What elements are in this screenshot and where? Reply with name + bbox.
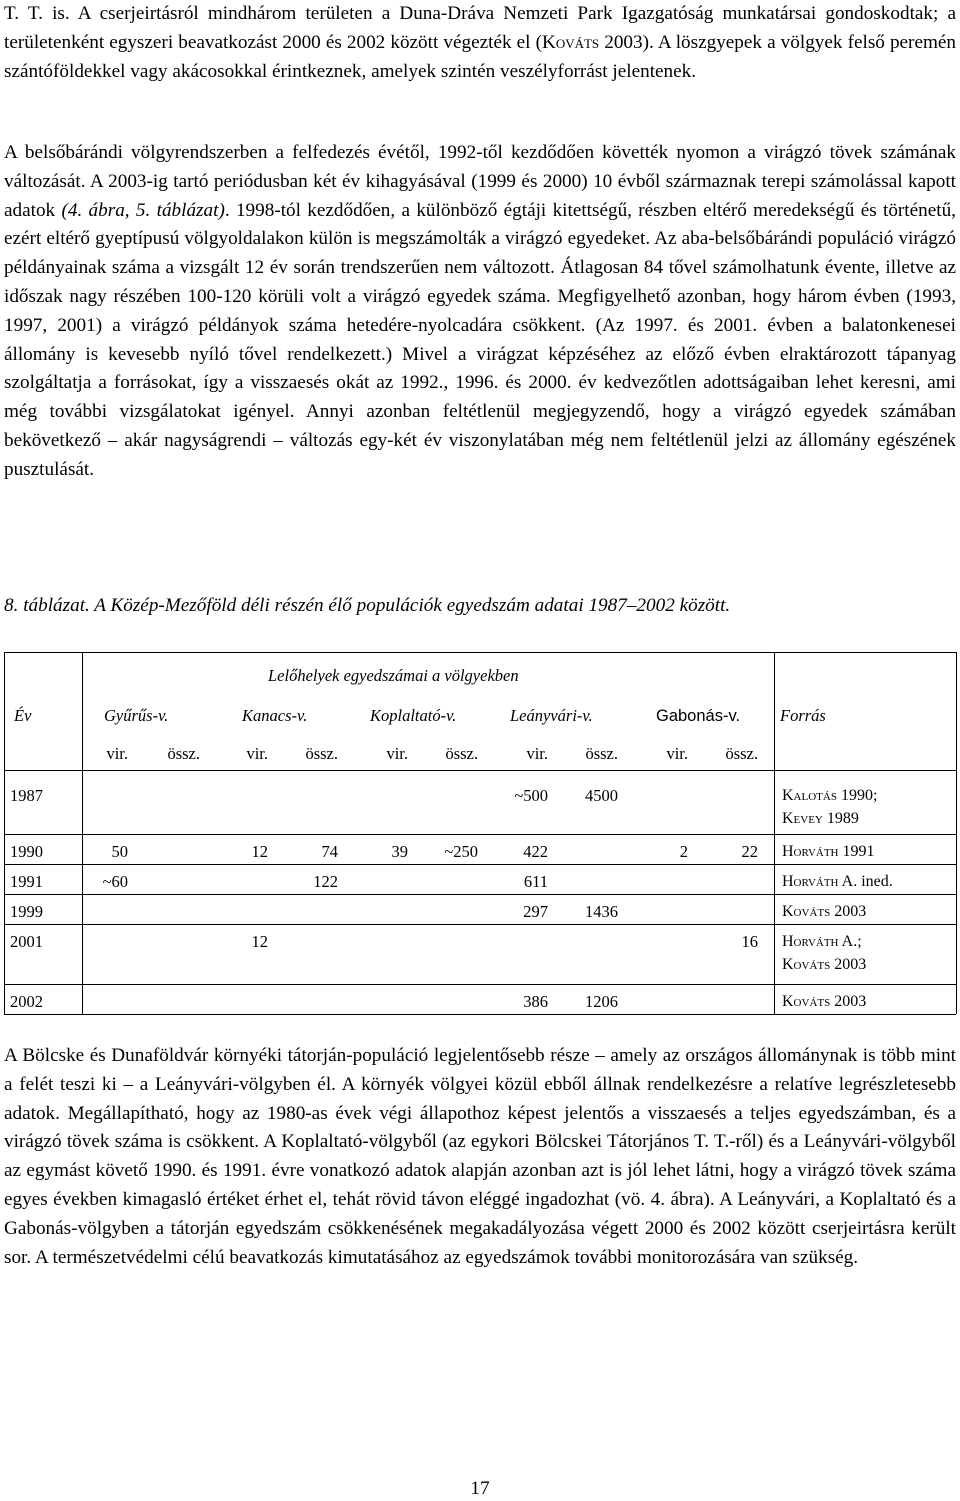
source-line xyxy=(782,807,952,830)
table-row-year: 1991 xyxy=(10,872,43,891)
source-author: Kováts xyxy=(782,993,831,1010)
table-row-source xyxy=(782,870,952,893)
table-cell: 50 xyxy=(111,842,128,861)
table-row-year: 2002 xyxy=(10,992,43,1011)
table-cell: 12 xyxy=(251,932,268,951)
paragraph-2-text-b: . 1998-tól kezdődően, a különböző égtáji kitettségű, részben eltérő meredekségű és történetű, ezért eltérő gyeptípusú völgyoldalakon külön is megszámolták a virágzó egyedeket. Az aba-belsőbárándi populáció virágzó példányainak száma a vizsgált 12 év során trendszerűen nem változott. Átlagosan 84 tővel számolhatunk évente, illetve az időszak nagy részében 100-120 körüli volt a virágzó egyedek száma. Megfigyelhető azonban, hogy három évben (1993, 1997, 2001) a virágzó példányok száma hetedére-nyolcadára csökkent. (Az 1997. és 2001. évben a balatonkenesei állomány is kevesebb nyíló tővel rendelkezett.) Mivel a virágzat képzéséhez az előző évben elraktározott tápanyag szolgáltatja a forrásokat, így a visszaesés okát az 1992., 1996. és 2000. év kedvezőtlen adottságaiban lehet keresni, ami még további vizsgálatokat igényel. Annyi azonban feltétlenül megjegyzendő, hogy a virágzó egyedek számában bekövetkező – akár nagyságrendi – változás egy-két év viszonylatában még nem feltétlenül jelzi az állomány egészének pusztulását. xyxy=(4,199,956,480)
paragraph-2 xyxy=(4,139,956,485)
table-subheader: vir. xyxy=(666,744,688,763)
source-line xyxy=(782,990,952,1013)
table-subheader: vir. xyxy=(526,744,548,763)
source-line xyxy=(782,930,952,953)
table-cell: ~250 xyxy=(444,842,478,861)
table-col-year: Év xyxy=(14,706,32,725)
paragraph-1 xyxy=(4,0,956,86)
table-subheader: össz. xyxy=(305,744,338,763)
table-column-divider xyxy=(82,652,83,1014)
table-row-year: 2001 xyxy=(10,932,43,951)
source-author: Kalotás xyxy=(782,787,837,804)
table-column-divider xyxy=(4,652,5,1014)
table-rule xyxy=(4,770,956,771)
table-subheader: össz. xyxy=(445,744,478,763)
figure-reference: (4. ábra, 5. táblázat) xyxy=(61,199,225,221)
table-row-year: 1990 xyxy=(10,842,43,861)
table-caption: 8. táblázat. A Közép-Mezőföld déli részén élő populációk egyedszám adatai 1987–2002 között. xyxy=(4,595,731,616)
paragraph-1-text-b: 2003). A löszgyepek a völgyek felső peremén szántóföldekkel vagy akácosokkal érintkeznek, amelyek szintén veszélyforrást jelentenek. xyxy=(4,31,957,82)
table-cell: 1436 xyxy=(585,902,618,921)
paragraph-1-text-a: T. T. is. A cserjeirtásról mindhárom területen a Duna-Dráva Nemzeti Park Igazgatóság munkatársai gondoskodtak; a területenként egyszeri beavatkozást 2000 és 2002 között végezték el ( xyxy=(4,3,956,53)
source-detail: 2003 xyxy=(830,903,867,920)
table-rule xyxy=(4,894,956,895)
table-row-source xyxy=(782,990,952,1013)
page-number: 17 xyxy=(470,1478,490,1499)
paragraph-3: A Bölcske és Dunaföldvár környéki tátorján-populáció legjelentősebb része – amely az országos állománynak is több mint a felét teszi ki – a Leányvári-völgyben él. A környék völgyei közül ebből állnak rendelkezésre a relatíve legrészletesebb adatok. Megállapítható, hogy az 1980-as évek végi állapothoz képest jelentős a visszaesés a teljes egyedszámban, és a virágzó tövek száma is csökkent. A Koplaltató-völgyből (az egykori Bölcskei Tátorjános T. T.-ről) és a Leányvári-völgyből az egymást követő 1990. és 1991. évre vonatkozó adatok alapján azonban azt is jól lehet látni, hogy a virágzó tövek száma egyes években kimagasló értéket érhet el, tehát rövid távon eléggé ingadozhat (vö. 4. ábra). A Leányvári, a Koplaltató és a Gabonás-völgyben a tátorján egyedszám csökkenésének megakadályozása végett 2000 és 2002 között cserjeirtásra került sor. A természetvédelmi célú beavatkozás kimutatásához az egyedszámok további monitorozására van szükség. xyxy=(4,1045,956,1268)
source-author: Kováts xyxy=(782,903,831,920)
source-detail: 1989 xyxy=(822,810,859,827)
table-subheader: vir. xyxy=(246,744,268,763)
table-row-year: 1999 xyxy=(10,902,43,921)
table-site-header: Leányvári-v. xyxy=(510,706,593,725)
source-author: Horváth xyxy=(782,873,839,890)
table-subheader: össz. xyxy=(167,744,200,763)
source-detail: A.; xyxy=(838,933,862,950)
table-row-source xyxy=(782,784,952,830)
table-cell: 422 xyxy=(523,842,548,861)
table-site-header: Gyűrűs-v. xyxy=(104,706,169,725)
table-cell: 12 xyxy=(251,842,268,861)
table-site-header: Kanacs-v. xyxy=(242,706,308,725)
table-rule xyxy=(4,652,956,653)
table-cell: 297 xyxy=(523,902,548,921)
table-subheader: vir. xyxy=(106,744,128,763)
source-line xyxy=(782,870,952,893)
table-col-source: Forrás xyxy=(780,706,826,725)
table-rule xyxy=(4,864,956,865)
source-author: Kováts xyxy=(782,956,831,973)
source-detail: 1991 xyxy=(838,843,875,860)
source-detail: 2003 xyxy=(830,956,867,973)
table-column-divider xyxy=(774,652,775,1014)
table-subheader: össz. xyxy=(725,744,758,763)
source-detail: 2003 xyxy=(830,993,867,1010)
table-row-source xyxy=(782,930,952,976)
table-cell: ~60 xyxy=(102,872,128,891)
table-row-source xyxy=(782,900,952,923)
source-author: Horváth xyxy=(782,933,839,950)
source-detail: 1990; xyxy=(836,787,878,804)
table-subheader: vir. xyxy=(386,744,408,763)
table-site-header: Gabonás-v. xyxy=(656,707,741,725)
table-rule xyxy=(4,834,956,835)
table-column-divider xyxy=(956,652,957,1014)
table-cell: 2 xyxy=(679,842,688,861)
table-row-source xyxy=(782,840,952,863)
author-name: Kováts xyxy=(541,31,600,53)
table-group-header: Lelőhelyek egyedszámai a völgyekben xyxy=(268,666,519,685)
table-cell: 386 xyxy=(523,992,548,1011)
source-line xyxy=(782,784,952,807)
source-line xyxy=(782,953,952,976)
source-author: Horváth xyxy=(782,843,839,860)
source-detail: A. ined. xyxy=(838,873,893,890)
table-rule xyxy=(4,1014,956,1015)
source-author: Kevey xyxy=(782,810,823,827)
table-cell: 16 xyxy=(741,932,758,951)
source-line xyxy=(782,840,952,863)
table-rule xyxy=(4,984,956,985)
table-cell: 22 xyxy=(741,842,758,861)
table-rule xyxy=(4,924,956,925)
table-cell: 39 xyxy=(391,842,408,861)
table-cell: 1206 xyxy=(585,992,618,1011)
table-cell: ~500 xyxy=(514,786,548,805)
data-table xyxy=(4,652,956,1020)
table-subheader: össz. xyxy=(585,744,618,763)
source-line xyxy=(782,900,952,923)
table-cell: 611 xyxy=(523,872,548,891)
table-cell: 4500 xyxy=(585,786,618,805)
table-row-year: 1987 xyxy=(10,786,43,805)
table-cell: 122 xyxy=(313,872,338,891)
table-cell: 74 xyxy=(321,842,338,861)
paragraph-2-text-a: A belsőbárándi völgyrendszerben a felfedezés évétől, 1992-től kezdődően követték nyomon a virágzó tövek számának változását. A 2003-ig tartó periódusban két év kihagyásával (1999 és 2000) 10 évből származnak terepi számolással kapott adatok xyxy=(4,142,956,221)
table-site-header: Koplaltató-v. xyxy=(370,706,457,725)
